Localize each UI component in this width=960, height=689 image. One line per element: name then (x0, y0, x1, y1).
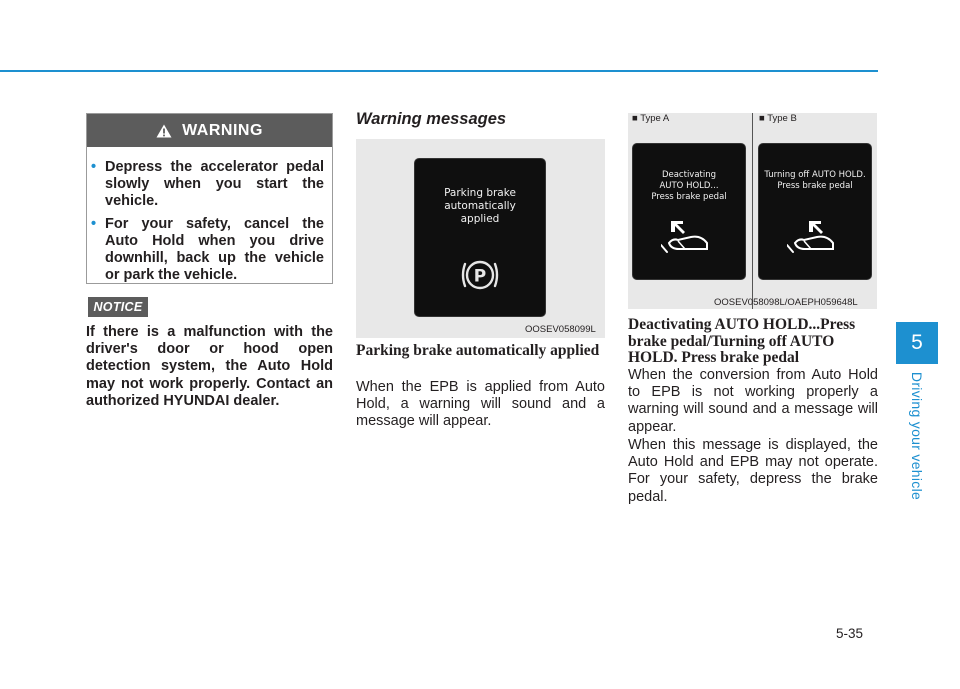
warning-box (86, 113, 333, 284)
bullet-icon: • (91, 216, 97, 232)
display-message: Parking brake automatically applied (444, 187, 516, 225)
type-a-label: ■ Type A (632, 113, 670, 124)
display-message: Deactivating AUTO HOLD... Press brake pedal (651, 170, 727, 202)
figure-divider (752, 113, 753, 309)
chapter-number: 5 (911, 331, 923, 354)
cluster-display (415, 159, 545, 316)
parking-brake-icon (460, 255, 500, 300)
cluster-display-type-b (759, 144, 871, 279)
auto-hold-figure (628, 113, 877, 309)
body-paragraph: When the conversion from Auto Hold to EPB is not working properly a warning will sound and a message will appear. (628, 367, 878, 435)
brake-pedal-icon (661, 216, 717, 261)
subsection-title: Deactivating AUTO HOLD...Press brake pedal/Turning off AUTO HOLD. Press brake pedal (628, 316, 856, 366)
subsection-title: Parking brake automatically applied (356, 342, 600, 359)
notice-tag: NOTICE (88, 297, 148, 317)
notice-text: If there is a malfunction with the driver's door or hood open detection system, the Auto Hold may not work properly. Contact an authorized HYUNDAI dealer. (86, 324, 333, 409)
warning-list (87, 147, 332, 284)
warning-heading: WARNING (182, 121, 263, 139)
header-rule (0, 70, 878, 72)
cluster-display-type-a (633, 144, 745, 279)
parking-brake-figure (356, 139, 605, 338)
warning-item: • Depress the accelerator pedal slowly when you start the vehicle. (91, 159, 324, 209)
body-paragraph: When this message is displayed, the Auto Hold and EPB may not operate. For your safety, depress the brake pedal. (628, 437, 878, 505)
figure-code: OOSEV058098L/OAEPH059648L (714, 297, 858, 308)
figure-code: OOSEV058099L (525, 324, 596, 335)
chapter-tab[interactable] (896, 322, 938, 364)
section-title: Warning messages (356, 110, 507, 128)
bullet-icon: • (91, 159, 97, 175)
warning-triangle-icon (156, 124, 172, 138)
page-number: 5-35 (836, 626, 864, 641)
type-b-label: ■ Type B (759, 113, 797, 124)
chapter-title: Driving your vehicle (909, 371, 925, 501)
display-message: Turning off AUTO HOLD. Press brake pedal (764, 170, 866, 191)
svg-text:P: P (473, 266, 487, 287)
warning-item: • For your safety, cancel the Auto Hold when you drive downhill, back up the vehicle or park the vehicle. (91, 216, 324, 283)
brake-pedal-icon (787, 216, 843, 261)
warning-header (87, 114, 332, 147)
body-paragraph: When the EPB is applied from Auto Hold, a warning will sound and a message will appear. (356, 379, 605, 430)
